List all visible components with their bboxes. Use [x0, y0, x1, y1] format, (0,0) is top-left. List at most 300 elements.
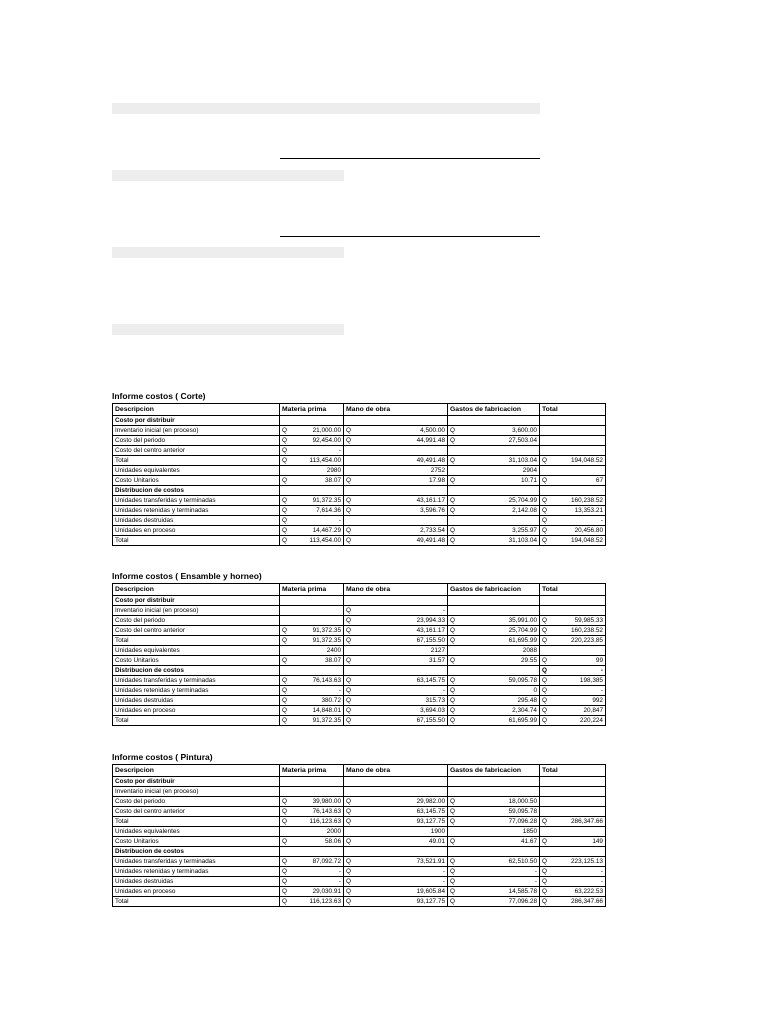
value-cell [280, 606, 344, 616]
cell-value: - [338, 878, 341, 885]
cell-value: 73,521.91 [416, 858, 445, 865]
value-cell [540, 887, 606, 897]
table-row [113, 857, 606, 867]
currency-symbol: Q [542, 457, 547, 464]
value-cell [448, 847, 540, 857]
currency-symbol: Q [346, 677, 351, 684]
table-row [113, 797, 606, 807]
cell-value: - [600, 687, 603, 694]
cell-value: 220,224 [579, 717, 603, 724]
cell-value: 91,372.35 [312, 717, 341, 724]
value-cell [344, 506, 448, 516]
currency-symbol: Q [346, 808, 351, 815]
value-cell [344, 797, 448, 807]
value-cell [344, 676, 448, 686]
value-cell [280, 807, 344, 817]
cell-value: - [600, 517, 603, 524]
row-label: Unidades equivalentes [113, 646, 280, 656]
row-label: Distribucion de costos [113, 486, 280, 496]
value-cell [540, 616, 606, 626]
table-row [113, 696, 606, 706]
cell-value: 10.71 [521, 477, 537, 484]
value-cell [448, 887, 540, 897]
value-cell [280, 526, 344, 536]
value-cell [540, 797, 606, 807]
cell-value: 223,125.13 [571, 858, 603, 865]
value-cell [344, 787, 448, 797]
currency-symbol: Q [542, 667, 547, 674]
currency-symbol: Q [542, 687, 547, 694]
row-label: Costo Unitarios [113, 476, 280, 486]
currency-symbol: Q [282, 677, 287, 684]
row-label: Unidades equivalentes [113, 827, 280, 837]
value-cell [448, 666, 540, 676]
currency-symbol: Q [450, 497, 455, 504]
currency-symbol: Q [346, 627, 351, 634]
value-cell [540, 526, 606, 536]
currency-symbol: Q [282, 527, 287, 534]
value-cell [344, 777, 448, 787]
currency-symbol: Q [346, 657, 351, 664]
cell-value: 59,095.78 [508, 808, 537, 815]
value-cell [280, 636, 344, 646]
currency-symbol: Q [450, 457, 455, 464]
cell-value: 113,454.00 [309, 457, 341, 464]
currency-symbol: Q [346, 507, 351, 514]
currency-symbol: Q [282, 717, 287, 724]
currency-symbol: Q [542, 537, 547, 544]
cell-value: 61,695.99 [508, 637, 537, 644]
cell-value: 92,454.00 [312, 437, 341, 444]
cell-value: 286,347.66 [571, 818, 603, 825]
currency-symbol: Q [450, 437, 455, 444]
value-cell [540, 827, 606, 837]
value-cell [448, 526, 540, 536]
header-row [113, 584, 606, 596]
value-cell [344, 536, 448, 546]
currency-symbol: Q [450, 888, 455, 895]
currency-symbol: Q [346, 838, 351, 845]
currency-symbol: Q [450, 657, 455, 664]
row-label: Total [113, 897, 280, 907]
value-cell [540, 877, 606, 887]
currency-symbol: Q [282, 427, 287, 434]
cell-value: 2752 [430, 467, 445, 474]
column-header: Total [540, 765, 606, 777]
value-cell [540, 536, 606, 546]
cell-value: 2400 [326, 647, 341, 654]
cell-value: - [442, 607, 445, 614]
row-label: Unidades equivalentes [113, 466, 280, 476]
currency-symbol: Q [282, 868, 287, 875]
value-cell [448, 646, 540, 656]
currency-symbol: Q [542, 888, 547, 895]
cell-value: 91,372.35 [312, 627, 341, 634]
currency-symbol: Q [450, 637, 455, 644]
value-cell [448, 636, 540, 646]
cell-value: 29.55 [521, 657, 537, 664]
currency-symbol: Q [346, 717, 351, 724]
cell-value: - [600, 667, 603, 674]
cell-value: - [338, 517, 341, 524]
cell-value: 116,123.63 [309, 818, 341, 825]
value-cell [344, 867, 448, 877]
value-cell [540, 716, 606, 726]
value-cell [280, 897, 344, 907]
value-cell [448, 496, 540, 506]
table-row [113, 496, 606, 506]
table-row [113, 596, 606, 606]
currency-symbol: Q [282, 878, 287, 885]
value-cell [448, 897, 540, 907]
value-cell [280, 887, 344, 897]
currency-symbol: Q [282, 497, 287, 504]
currency-symbol: Q [346, 637, 351, 644]
currency-symbol: Q [450, 868, 455, 875]
value-cell [280, 867, 344, 877]
table-row [113, 867, 606, 877]
value-cell [540, 666, 606, 676]
column-header: Mano de obra [344, 404, 448, 416]
value-cell [448, 797, 540, 807]
report-pintura [112, 751, 605, 907]
row-label: Costo por distribuir [113, 777, 280, 787]
value-cell [448, 626, 540, 636]
value-cell [540, 426, 606, 436]
cell-value: 44,991.48 [416, 437, 445, 444]
currency-symbol: Q [282, 657, 287, 664]
value-cell [540, 676, 606, 686]
value-cell [448, 867, 540, 877]
value-cell [540, 476, 606, 486]
header-row [113, 404, 606, 416]
value-cell [344, 887, 448, 897]
currency-symbol: Q [346, 427, 351, 434]
value-cell [448, 857, 540, 867]
cell-value: 286,347.66 [571, 898, 603, 905]
value-cell [540, 626, 606, 636]
value-cell [344, 416, 448, 426]
column-header: Materia prima [280, 765, 344, 777]
table-row [113, 486, 606, 496]
currency-symbol: Q [282, 697, 287, 704]
value-cell [540, 807, 606, 817]
cell-value: 91,372.35 [312, 497, 341, 504]
cell-value: 220,223.85 [571, 637, 603, 644]
table-row [113, 626, 606, 636]
cell-value: 49.01 [429, 838, 445, 845]
column-header: Mano de obra [344, 584, 448, 596]
report-title: Informe costos ( Pintura) [112, 752, 213, 762]
value-cell [448, 486, 540, 496]
table-row [113, 656, 606, 666]
table-row [113, 476, 606, 486]
currency-symbol: Q [282, 818, 287, 825]
row-label: Total [113, 817, 280, 827]
cell-value: 31,103.04 [508, 537, 537, 544]
value-cell [280, 536, 344, 546]
cell-value: 2904 [522, 467, 537, 474]
row-label: Unidades destruidas [113, 696, 280, 706]
currency-symbol: Q [450, 878, 455, 885]
placeholder-bar-3 [112, 247, 344, 258]
cell-value: 17.98 [429, 477, 445, 484]
value-cell [280, 686, 344, 696]
value-cell [540, 506, 606, 516]
row-label: Total [113, 636, 280, 646]
currency-symbol: Q [542, 838, 547, 845]
value-cell [448, 837, 540, 847]
table-row [113, 516, 606, 526]
value-cell [448, 656, 540, 666]
cost-report-table [112, 583, 606, 726]
placeholder-bar-1 [112, 103, 540, 114]
table-row [113, 686, 606, 696]
table-row [113, 646, 606, 656]
currency-symbol: Q [450, 808, 455, 815]
value-cell [448, 676, 540, 686]
value-cell [540, 606, 606, 616]
value-cell [448, 817, 540, 827]
table-row [113, 456, 606, 466]
cell-value: 3,596.76 [420, 507, 445, 514]
value-cell [280, 626, 344, 636]
header-row [113, 765, 606, 777]
value-cell [448, 777, 540, 787]
value-cell [280, 656, 344, 666]
row-label: Total [113, 716, 280, 726]
currency-symbol: Q [542, 627, 547, 634]
value-cell [344, 596, 448, 606]
cell-value: 20,847 [583, 707, 603, 714]
table-row [113, 436, 606, 446]
table-row [113, 536, 606, 546]
cell-value: 14,585.78 [508, 888, 537, 895]
table-row [113, 777, 606, 787]
value-cell [540, 706, 606, 716]
value-cell [448, 426, 540, 436]
value-cell [448, 416, 540, 426]
cell-value: 63,145.75 [416, 677, 445, 684]
cell-value: - [600, 878, 603, 885]
table-row [113, 506, 606, 516]
currency-symbol: Q [450, 527, 455, 534]
row-label: Costo por distribuir [113, 596, 280, 606]
value-cell [280, 596, 344, 606]
currency-symbol: Q [542, 527, 547, 534]
cell-value: 3,255.97 [512, 527, 537, 534]
currency-symbol: Q [346, 878, 351, 885]
report-title: Informe costos ( Ensamble y horneo) [112, 571, 262, 581]
cell-value: 149 [592, 838, 603, 845]
currency-symbol: Q [282, 457, 287, 464]
row-label: Inventario inicial (en proceso) [113, 787, 280, 797]
cell-value: 19,605.84 [416, 888, 445, 895]
currency-symbol: Q [346, 858, 351, 865]
value-cell [344, 636, 448, 646]
table-row [113, 606, 606, 616]
cell-value: 59,095.78 [508, 677, 537, 684]
rule-line-1 [280, 158, 540, 159]
value-cell [280, 416, 344, 426]
cell-value: 27,503.04 [508, 437, 537, 444]
currency-symbol: Q [282, 707, 287, 714]
row-label: Costo del periodo [113, 797, 280, 807]
table-row [113, 706, 606, 716]
cell-value: 21,000.00 [312, 427, 341, 434]
value-cell [344, 526, 448, 536]
value-cell [280, 496, 344, 506]
cell-value: - [338, 447, 341, 454]
value-cell [448, 516, 540, 526]
cell-value: 198,385 [579, 677, 603, 684]
cell-value: 91,372.35 [312, 637, 341, 644]
cell-value: 2,733.54 [420, 527, 445, 534]
cell-value: 63,145.75 [416, 808, 445, 815]
currency-symbol: Q [282, 898, 287, 905]
rule-line-2 [280, 236, 540, 237]
currency-symbol: Q [282, 798, 287, 805]
value-cell [540, 686, 606, 696]
cell-value: 113,454.00 [309, 537, 341, 544]
value-cell [280, 676, 344, 686]
value-cell [344, 716, 448, 726]
value-cell [280, 696, 344, 706]
cell-value: 49,491.48 [416, 457, 445, 464]
value-cell [540, 867, 606, 877]
placeholder-bar-4 [112, 324, 344, 335]
currency-symbol: Q [450, 838, 455, 845]
cell-value: 93,127.75 [416, 818, 445, 825]
row-label: Unidades retenidas y terminadas [113, 867, 280, 877]
currency-symbol: Q [542, 818, 547, 825]
value-cell [540, 696, 606, 706]
cell-value: 31.57 [429, 657, 445, 664]
table-row [113, 807, 606, 817]
currency-symbol: Q [282, 517, 287, 524]
value-cell [540, 496, 606, 506]
currency-symbol: Q [542, 697, 547, 704]
value-cell [280, 446, 344, 456]
value-cell [448, 787, 540, 797]
table-row [113, 847, 606, 857]
currency-symbol: Q [282, 477, 287, 484]
currency-symbol: Q [346, 617, 351, 624]
table-row [113, 716, 606, 726]
row-label: Inventario inicial (en proceso) [113, 426, 280, 436]
row-label: Costo del centro anterior [113, 807, 280, 817]
value-cell [344, 426, 448, 436]
value-cell [344, 436, 448, 446]
value-cell [448, 456, 540, 466]
value-cell [280, 456, 344, 466]
value-cell [448, 606, 540, 616]
value-cell [280, 706, 344, 716]
currency-symbol: Q [542, 717, 547, 724]
cell-value: 23,994.33 [416, 617, 445, 624]
value-cell [540, 646, 606, 656]
value-cell [344, 486, 448, 496]
value-cell [344, 696, 448, 706]
currency-symbol: Q [346, 868, 351, 875]
cell-value: 29,982.00 [416, 798, 445, 805]
report-ensamble [112, 570, 605, 726]
row-label: Unidades en proceso [113, 887, 280, 897]
value-cell [344, 666, 448, 676]
value-cell [344, 847, 448, 857]
value-cell [540, 897, 606, 907]
value-cell [344, 466, 448, 476]
value-cell [280, 797, 344, 807]
column-header: Total [540, 404, 606, 416]
column-header: Materia prima [280, 404, 344, 416]
currency-symbol: Q [450, 617, 455, 624]
currency-symbol: Q [542, 657, 547, 664]
cell-value: 41.67 [521, 838, 537, 845]
currency-symbol: Q [282, 637, 287, 644]
currency-symbol: Q [450, 898, 455, 905]
cell-value: 194,048.52 [571, 457, 603, 464]
column-header: Descripcion [113, 404, 280, 416]
value-cell [448, 536, 540, 546]
cell-value: 18,000.50 [508, 798, 537, 805]
row-label: Unidades transferidas y terminadas [113, 857, 280, 867]
row-label: Unidades transferidas y terminadas [113, 676, 280, 686]
currency-symbol: Q [542, 677, 547, 684]
value-cell [280, 516, 344, 526]
currency-symbol: Q [450, 627, 455, 634]
value-cell [280, 847, 344, 857]
row-label: Unidades en proceso [113, 706, 280, 716]
cell-value: - [442, 868, 445, 875]
value-cell [448, 596, 540, 606]
value-cell [540, 636, 606, 646]
table-row [113, 466, 606, 476]
value-cell [448, 706, 540, 716]
value-cell [540, 516, 606, 526]
currency-symbol: Q [282, 888, 287, 895]
column-header: Gastos de fabricacion [448, 584, 540, 596]
cell-value: - [534, 878, 537, 885]
row-label: Costo Unitarios [113, 837, 280, 847]
cell-value: 3,600.00 [512, 427, 537, 434]
cell-value: 77,096.28 [508, 898, 537, 905]
column-header: Descripcion [113, 584, 280, 596]
cell-value: 14,848.01 [312, 707, 341, 714]
currency-symbol: Q [282, 437, 287, 444]
value-cell [344, 807, 448, 817]
value-cell [344, 877, 448, 887]
value-cell [344, 827, 448, 837]
value-cell [344, 857, 448, 867]
currency-symbol: Q [450, 677, 455, 684]
value-cell [540, 837, 606, 847]
value-cell [280, 827, 344, 837]
currency-symbol: Q [542, 477, 547, 484]
value-cell [540, 857, 606, 867]
cell-value: 2088 [522, 647, 537, 654]
cell-value: 13,353.21 [574, 507, 603, 514]
cell-value: - [338, 868, 341, 875]
cell-value: - [534, 868, 537, 875]
value-cell [540, 456, 606, 466]
value-cell [448, 877, 540, 887]
value-cell [344, 646, 448, 656]
cell-value: 2000 [326, 828, 341, 835]
value-cell [344, 897, 448, 907]
row-label: Inventario inicial (en proceso) [113, 606, 280, 616]
currency-symbol: Q [542, 707, 547, 714]
